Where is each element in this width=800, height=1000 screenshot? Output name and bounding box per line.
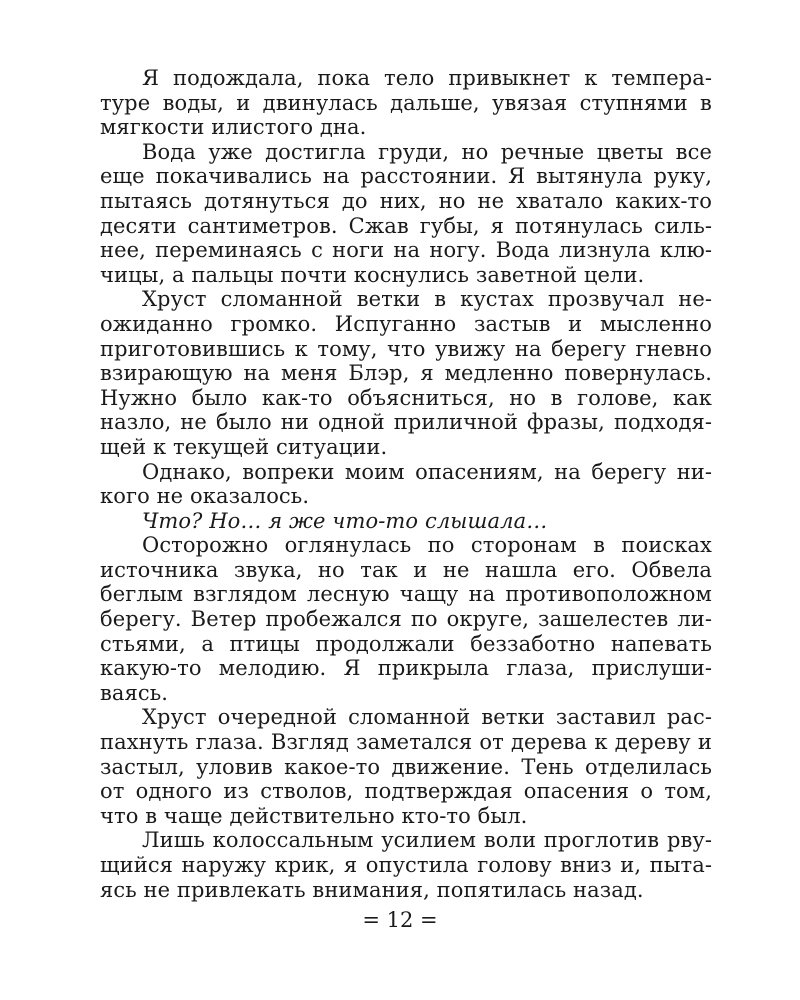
paragraph-4: Однако, вопреки моим опасениям, на берегу никого не оказалось. bbox=[100, 459, 712, 509]
paragraph-7: Хруст очередной сломанной ветки заставил распахнуть глаза. Взгляд заметался от дерева к дереву и застыл, уловив какое-то движение. Тень отделилась от одного из стволов, подтверждая опасения о том, что в чаще действительно кто-то был. bbox=[100, 705, 712, 828]
paragraph-1: Я подождала, пока тело привыкнет к температуре воды, и двинулась дальше, увязая ступнями в мягкости илистого дна. bbox=[100, 66, 712, 140]
page-number: = 12 = bbox=[362, 908, 438, 932]
paragraph-8: Лишь колоссальным усилием воли проглотив рвущийся наружу крик, я опустила голову вниз и, пытаясь не привлекать внимания, попятилась назад. bbox=[100, 828, 712, 902]
paragraph-6: Осторожно оглянулась по сторонам в поисках источника звука, но так и не нашла его. Обвела беглым взглядом лесную чащу на противоположном берегу. Ветер пробежался по округе, зашелестев листьями, а птицы продолжали беззаботно напевать какую-то мелодию. Я прикрыла глаза, прислушиваясь. bbox=[100, 533, 712, 705]
page-body bbox=[100, 66, 712, 902]
paragraph-5-italic-thought: Что? Но… я же что-то слышала… bbox=[142, 508, 548, 533]
paragraph-2: Вода уже достигла груди, но речные цветы все еще покачивались на расстоянии. Я вытянула руку, пытаясь дотянуться до них, но не хватало каких-то десяти сантиметров. Сжав губы, я потянулась сильнее, переминаясь с ноги на ногу. Вода лизнула ключицы, а пальцы почти коснулись заветной цели. bbox=[100, 139, 712, 287]
paragraph-3: Хруст сломанной ветки в кустах прозвучал неожиданно громко. Испуганно застыв и мысленно приготовившись к тому, что увижу на берегу гневно взирающую на меня Блэр, я медленно повернулась. Нужно было как-то объясниться, но в голове, как назло, не было ни одной приличной фразы, подходящей к текущей ситуации. bbox=[100, 287, 712, 459]
